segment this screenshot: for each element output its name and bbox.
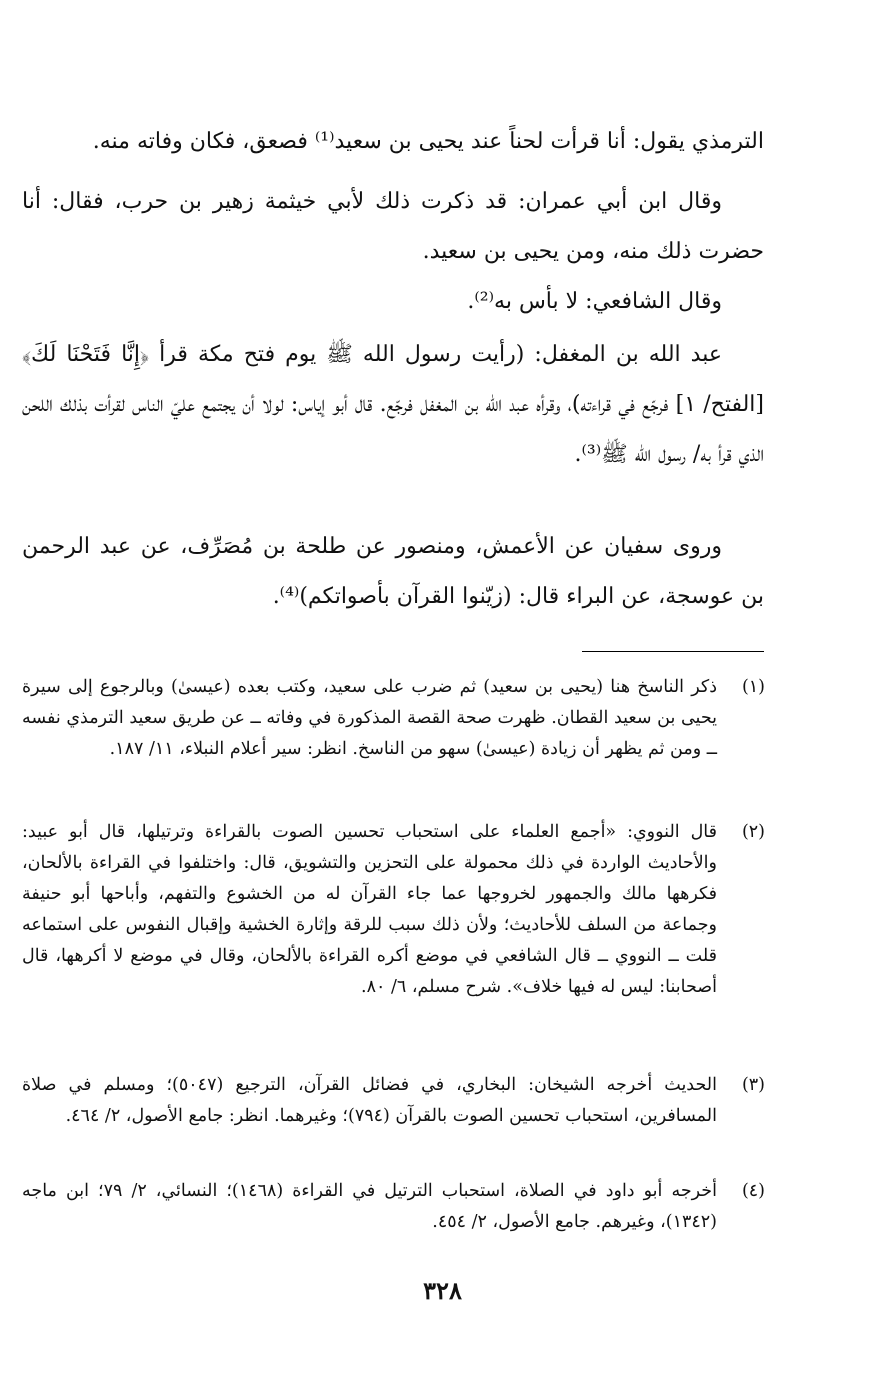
paragraph-2: وقال ابن أبي عمران: قد ذكرت ذلك لأبي خيثمة زهير بن حرب، فقال: أنا حضرت ذلك منه، ومن يحيى بن سعيد. [22, 189, 764, 264]
footnote-number: (٣) [741, 1075, 765, 1095]
page-number: ٣٢٨ [423, 1276, 462, 1305]
footnote-text: ذكر الناسخ هنا (يحيى بن سعيد) ثم ضرب على سعيد، وكتب بعده (عيسىٰ) وبالرجوع إلى سيرة يحيى بن سعيد القطان. ظهرت صحة القصة المذكورة في وفاته ــ عن طريق سعيد الترمذي نفسه ــ ومن ثم يظهر أن زيادة (عيسىٰ) سهو من الناسخ. انظر: سير أعلام النبلاء، ١١/ ١٨٧. [22, 677, 717, 759]
paragraph-3: وقال الشافعي: لا بأس به⁽²⁾. [467, 289, 722, 314]
main-text-2 [22, 177, 764, 277]
footnote-text: أخرجه أبو داود في الصلاة، استحباب الترتيل في القراءة (١٤٦٨)؛ النسائي، ٢/ ٧٩؛ ابن ماجه (١٣٤٢)، وغيرهم. جامع الأصول، ٢/ ٤٥٤. [22, 1181, 717, 1232]
paragraph-4: عبد الله بن المغفل: (رأيت رسول الله ﷺ يوم فتح مكة قرأ ﴿إِنَّا فَتَحْنَا لَكَ﴾ [الفتح/ ١] فرجّع في قراءته)، وقرأه عبد الله بن المغفل فرجّع. قال أبو إياس: لولا أن يجتمع عليّ الناس لقرأت بذلك اللحن الذي قرأ به/ رسول الله ﷺ⁽³⁾. [22, 342, 764, 467]
main-text-5 [22, 522, 764, 622]
footnote-separator [582, 651, 764, 652]
footnote-number: (١) [741, 677, 765, 697]
footnote-2 [22, 817, 765, 1003]
footnote-3 [22, 1070, 765, 1132]
main-text [22, 117, 764, 167]
main-text-4 [22, 330, 764, 480]
footnote-text: الحديث أخرجه الشيخان: البخاري، في فضائل القرآن، الترجيع (٥٠٤٧)؛ ومسلم في صلاة المسافرين، استحباب تحسين الصوت بالقرآن (٧٩٤)؛ وغيرهما. انظر: جامع الأصول، ٢/ ٤٦٤. [22, 1075, 717, 1126]
main-text-3 [22, 277, 764, 327]
footnote-text: قال النووي: «أجمع العلماء على استحباب تحسين الصوت بالقراءة وترتيلها، قال أبو عبيد: والأحاديث الواردة في ذلك محمولة على التحزين والتشويق، قال: واختلفوا في القراءة بالألحان، فكرهها مالك والجمهور لخروجها عما جاء القرآن له من الخشوع والتفهم، وأباحها أبو حنيفة وجماعة من السلف للأحاديث؛ ولأن ذلك سبب للرقة وإثارة الخشية وإقبال النفوس على استماعه قلت ــ النووي ــ قال الشافعي في موضع أكره القراءة بالألحان، وقال في موضع لا أكرهها، قال أصحابنا: ليس له فيها خلاف». شرح مسلم، ٦/ ٨٠. [22, 822, 717, 997]
footnote-number: (٤) [741, 1181, 765, 1201]
paragraph-1: الترمذي يقول: أنا قرأت لحناً عند يحيى بن سعيد⁽¹⁾ فصعق، فكان وفاته منه. [92, 129, 764, 154]
footnote-number: (٢) [741, 822, 765, 842]
footnote-4 [22, 1176, 765, 1238]
paragraph-5: وروى سفيان عن الأعمش، ومنصور عن طلحة بن مُصَرِّف، عن عبد الرحمن بن عوسجة، عن البراء قال: (زيّنوا القرآن بأصواتكم)⁽⁴⁾. [22, 534, 764, 609]
footnote-1 [22, 672, 765, 765]
